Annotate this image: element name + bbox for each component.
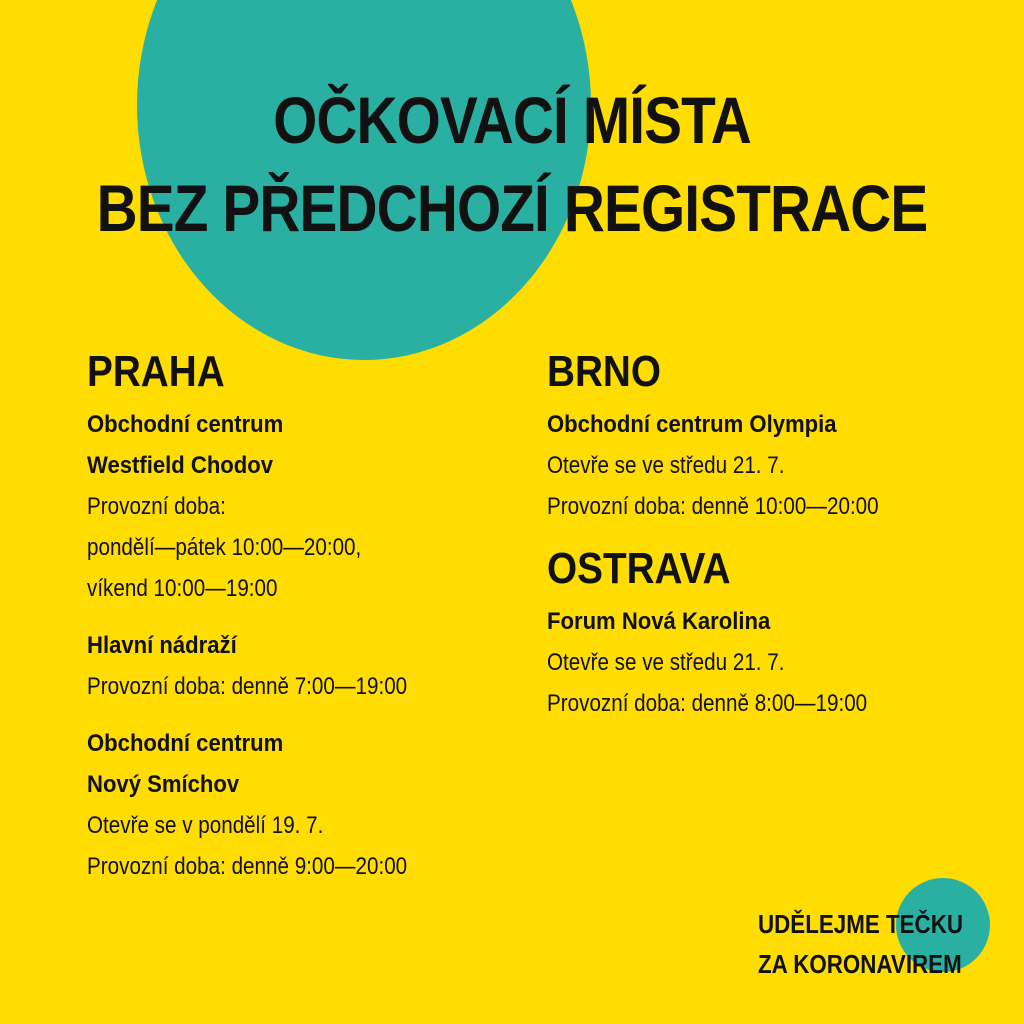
headline-line-1: OČKOVACÍ MÍSTA [273, 83, 751, 157]
campaign-slogan [758, 904, 963, 984]
slogan-line-1: UDĚLEJME TEČKU [758, 909, 963, 939]
city-title-ostrava: OSTRAVA [547, 544, 731, 593]
location-name: Westfield Chodov [87, 452, 274, 479]
location-detail: víkend 10:00—19:00 [87, 575, 278, 602]
location-novy-smichov [87, 723, 527, 887]
location-hlavni-nadrazi [87, 625, 527, 707]
location-detail: Provozní doba: denně 10:00—20:00 [547, 493, 879, 520]
location-detail: Provozní doba: denně 9:00—20:00 [87, 853, 408, 880]
city-title-praha: PRAHA [87, 347, 225, 396]
location-name: Obchodní centrum [87, 730, 284, 757]
headline [72, 76, 953, 252]
location-detail: Otevře se ve středu 21. 7. [547, 649, 785, 676]
column-praha [87, 346, 527, 903]
location-olympia [547, 404, 987, 527]
location-name: Obchodní centrum Olympia [547, 411, 837, 438]
location-westfield-chodov [87, 404, 527, 609]
location-detail: Otevře se v pondělí 19. 7. [87, 812, 324, 839]
location-name: Nový Smíchov [87, 771, 240, 798]
location-detail: Provozní doba: denně 7:00—19:00 [87, 673, 408, 700]
headline-line-2: BEZ PŘEDCHOZÍ REGISTRACE [96, 171, 928, 245]
location-detail: Otevře se ve středu 21. 7. [547, 452, 785, 479]
location-name: Hlavní nádraží [87, 632, 237, 659]
column-brno-ostrava [547, 346, 987, 740]
location-detail: Provozní doba: [87, 493, 226, 520]
location-name: Obchodní centrum [87, 411, 284, 438]
location-name: Forum Nová Karolina [547, 608, 771, 635]
location-detail: Provozní doba: denně 8:00—19:00 [547, 690, 868, 717]
city-title-brno: BRNO [547, 347, 662, 396]
location-detail: pondělí—pátek 10:00—20:00, [87, 534, 362, 561]
slogan-line-2: ZA KORONAVIREM [758, 949, 962, 979]
location-nova-karolina [547, 601, 987, 724]
